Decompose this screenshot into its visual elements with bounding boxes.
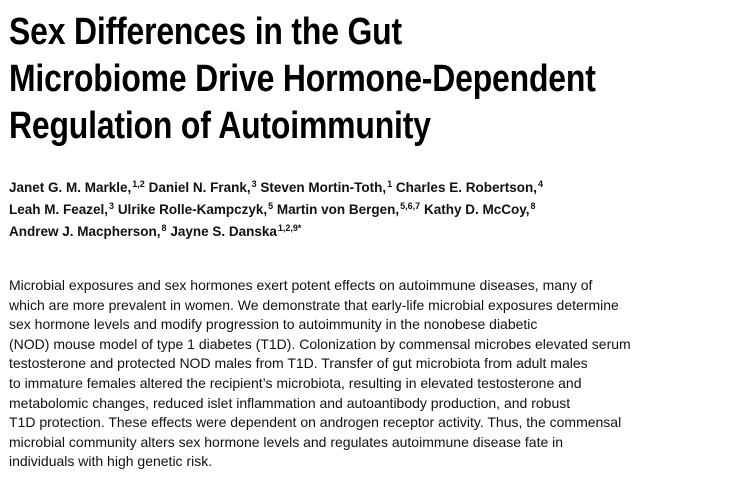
abstract-line: Microbial exposures and sex hormones exert potent effects on autoimmune diseases, many of (9, 277, 593, 293)
title-line: Sex Differences in the Gut (9, 11, 402, 53)
author-name: Andrew J. Macpherson, (9, 224, 161, 239)
author-affiliation: 3 (251, 179, 257, 189)
author-name: Ulrike Rolle-Kampczyk, (117, 202, 268, 217)
author-affiliation: 1,2,9* (277, 223, 302, 233)
title-line: Microbiome Drive Hormone-Dependent (9, 58, 596, 100)
author-name: Leah M. Feazel, (9, 202, 109, 217)
author-name: Charles E. Robertson, (395, 180, 537, 195)
abstract-line: T1D protection. These effects were dependent on androgen receptor activity. Thus, the commensal (9, 414, 622, 431)
author-affiliation: 3 (109, 201, 115, 211)
abstract (9, 276, 725, 472)
author-affiliation: 1,2 (132, 179, 145, 189)
author-affiliation: 4 (537, 179, 543, 189)
author-affiliation: 8 (161, 223, 167, 233)
title-line: Regulation of Autoimmunity (9, 105, 431, 147)
abstract-line: to immature females altered the recipient’s microbiota, resulting in elevated testosterone and (9, 374, 582, 391)
author-line (9, 177, 543, 199)
author-line (9, 199, 536, 221)
author-line (9, 221, 301, 243)
author-affiliation: 1 (387, 179, 393, 189)
author-name: Daniel N. Frank, (148, 180, 251, 195)
author-name: Martin von Bergen, (276, 202, 400, 217)
paper-title (9, 9, 723, 150)
abstract-line: individuals with high genetic risk. (9, 453, 213, 470)
author-list (9, 177, 725, 243)
abstract-line: sex hormone levels and modify progression to autoimmunity in the nonobese diabetic (9, 316, 538, 333)
abstract-line: testosterone and protected NOD males from T1D. Transfer of gut microbiota from adult males (9, 355, 588, 372)
abstract-line: (NOD) mouse model of type 1 diabetes (T1D). Colonization by commensal microbes elevated serum (9, 335, 631, 352)
author-name: Kathy D. McCoy, (423, 202, 530, 217)
abstract-line: microbial community alters sex hormone levels and regulates autoimmune disease fate in (9, 433, 564, 450)
author-affiliation: 8 (530, 201, 536, 211)
paper-page (9, 9, 725, 470)
author-name: Jayne S. Danska (170, 224, 277, 239)
author-affiliation: 5,6,7 (400, 201, 421, 211)
author-name: Janet G. M. Markle, (9, 180, 132, 195)
author-name: Steven Mortin-Toth, (260, 180, 387, 195)
abstract-line: metabolomic changes, reduced islet inflammation and autoantibody production, and robust (9, 394, 571, 411)
abstract-line: which are more prevalent in women. We demonstrate that early-life microbial exposures determine (9, 296, 619, 313)
author-affiliation: 5 (268, 201, 274, 211)
